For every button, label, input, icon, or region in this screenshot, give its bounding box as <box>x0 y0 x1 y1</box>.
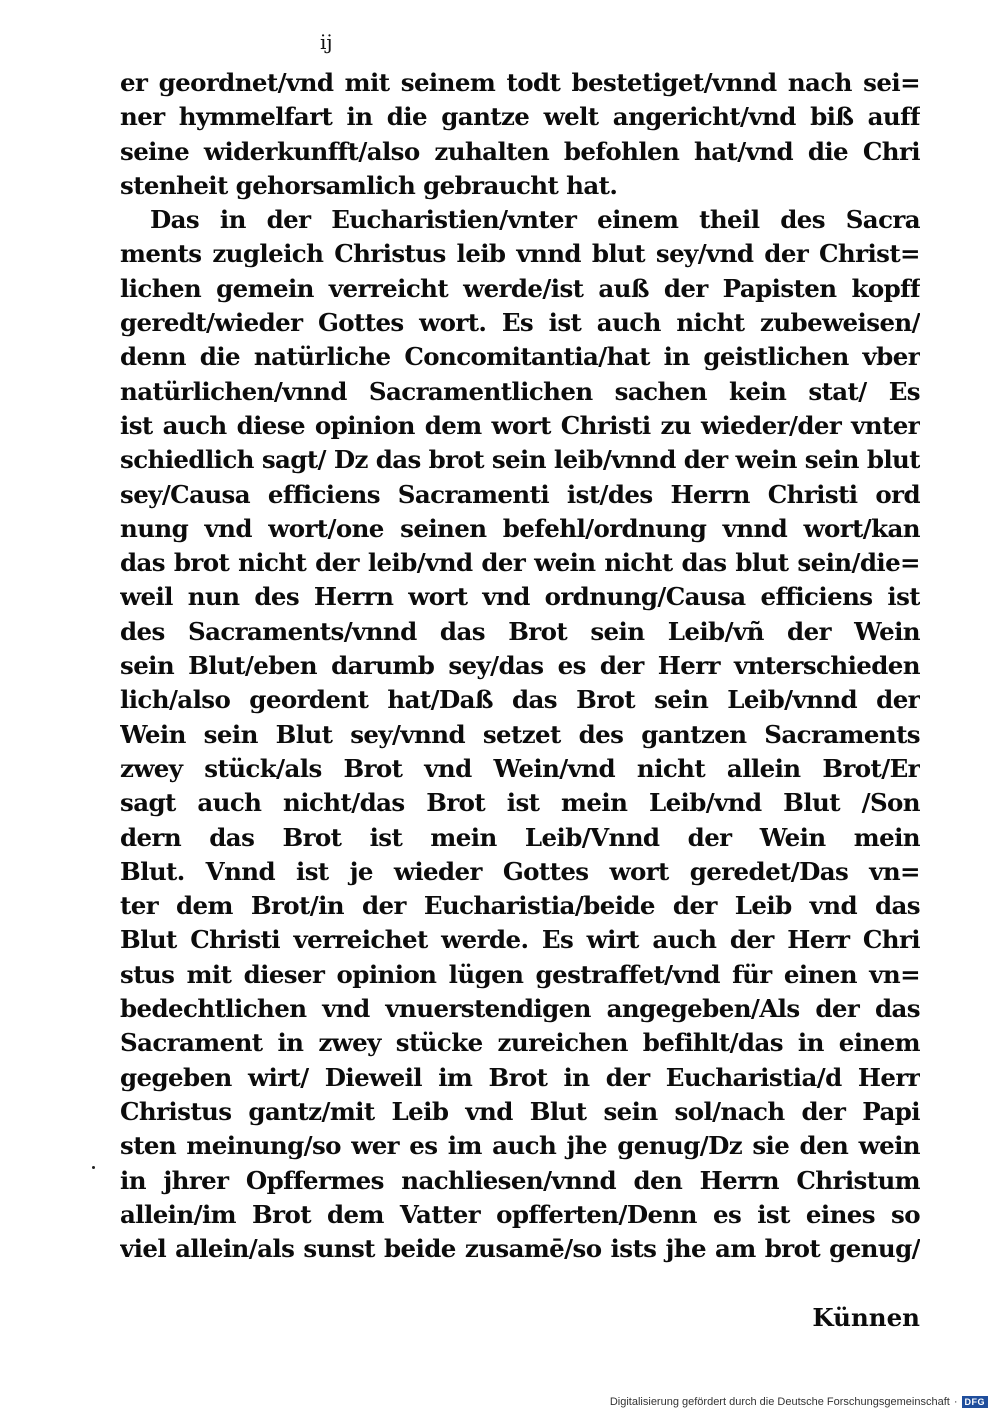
text-line: ments zugleich Christus leib vnnd blut sey/vnd der Christ= <box>120 239 920 269</box>
footer <box>610 1396 988 1408</box>
text-line: sein Blut/eben darumb sey/das es der Herr vnterschieden <box>120 651 920 681</box>
text-line: viel allein/als sunst beide zusamē/so ists jhe am brot genug/ <box>120 1234 920 1264</box>
text-line: dern das Brot ist mein Leib/Vnnd der Wein mein <box>120 822 920 852</box>
text-line: des Sacraments/vnnd das Brot sein Leib/vñ der Wein <box>120 616 920 646</box>
text-line: ner hymmelfart in die gantze welt angericht/vnd biß auff <box>120 102 920 132</box>
text-line: Wein sein Blut sey/vnnd setzet des gantzen Sacraments <box>120 719 920 749</box>
text-line: denn die natürliche Concomitantia/hat in geistlichen vber <box>120 342 920 372</box>
text-line: stus mit dieser opinion lügen gestraffet/vnd für einen vn= <box>120 959 920 989</box>
text-line: schiedlich sagt/ Dz das brot sein leib/vnnd der wein sein blut <box>120 445 920 475</box>
text-line: seine widerkunfft/also zuhalten befohlen hat/vnd die Chri <box>120 136 920 166</box>
text-line: weil nun des Herrn wort vnd ordnung/Causa efficiens ist <box>120 582 920 612</box>
text-line: sagt auch nicht/das Brot ist mein Leib/vnd Blut /Son <box>120 788 920 818</box>
text-line: allein/im Brot dem Vatter opfferten/Denn es ist eines so <box>120 1199 920 1229</box>
text-line: in jhrer Opffermes nachliesen/vnnd den Herrn Christum <box>120 1165 920 1195</box>
text-line: das brot nicht der leib/vnd der wein nicht das blut sein/die= <box>120 548 920 578</box>
text-line: ter dem Brot/in der Eucharistia/beide der Leib vnd das <box>120 891 920 921</box>
text-line: zwey stück/als Brot vnd Wein/vnd nicht allein Brot/Er <box>120 753 920 783</box>
text-line: geredt/wieder Gottes wort. Es ist auch nicht zubeweisen/ <box>120 308 920 338</box>
signature-mark: ij <box>320 30 333 54</box>
footer-separator: · <box>953 1396 958 1408</box>
funding-notice: Digitalisierung gefördert durch die Deutsche Forschungsgemeinschaft <box>609 1396 950 1408</box>
text-line: natürlichen/vnnd Sacramentlichen sachen kein stat/ Es <box>120 376 920 406</box>
text-line: Sacrament in zwey stücke zureichen befihlt/das in einem <box>120 1028 920 1058</box>
text-block <box>120 66 920 1266</box>
text-line: ist auch diese opinion dem wort Christi zu wieder/der vnter <box>120 410 920 440</box>
catchword: Künnen <box>812 1303 920 1332</box>
text-line: bedechtlichen vnd vnuerstendigen angegeben/Als der das <box>120 994 920 1024</box>
text-line: sey/Causa efficiens Sacramenti ist/des Herrn Christi ord <box>120 479 920 509</box>
text-line: gegeben wirt/ Dieweil im Brot in der Eucharistia/d Herr <box>120 1062 920 1092</box>
dfg-logo-icon: DFG <box>962 1396 989 1408</box>
text-line: Blut. Vnnd ist je wieder Gottes wort geredet/Das vn= <box>120 856 920 886</box>
text-line: Blut Christi verreichet werde. Es wirt auch der Herr Chri <box>120 925 920 955</box>
text-line: stenheit gehorsamlich gebraucht hat. <box>120 170 618 200</box>
text-line: er geordnet/vnd mit seinem todt bestetiget/vnnd nach sei= <box>120 68 920 97</box>
text-line: lich/also geordent hat/Daß das Brot sein Leib/vnnd der <box>120 685 920 715</box>
text-line: Das in der Eucharistien/vnter einem theil des Sacra <box>150 205 920 235</box>
text-line: sten meinung/so wer es im auch jhe genug/Dz sie den wein <box>120 1131 920 1161</box>
text-line: lichen gemein verreicht werde/ist auß der Papisten kopff <box>120 273 920 303</box>
text-line: nung vnd wort/one seinen befehl/ordnung vnnd wort/kan <box>120 513 920 543</box>
text-line: Christus gantz/mit Leib vnd Blut sein sol/nach der Papi <box>120 1096 920 1126</box>
margin-mark <box>92 1166 95 1169</box>
